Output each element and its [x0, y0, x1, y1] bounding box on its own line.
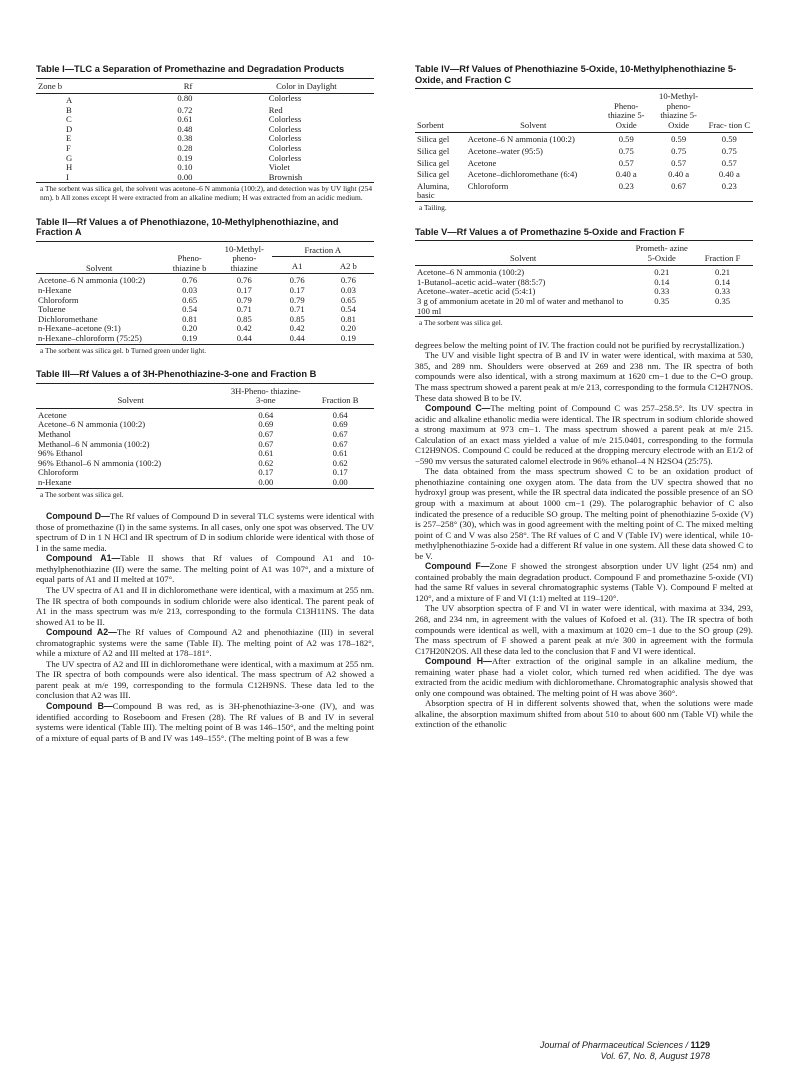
table-cell: 3 g of ammonium acetate in 20 ml of water and methanol to 100 ml [415, 297, 631, 317]
table-1-header-cell: Zone b [38, 80, 63, 91]
table-cell: 0.65 [182, 294, 198, 305]
left-body-paragraph [36, 511, 374, 553]
table-row [36, 106, 374, 116]
table-cell: 0.71 [236, 304, 252, 315]
table-cell: 0.85 [289, 313, 305, 324]
table-cell: 0.85 [236, 313, 252, 324]
paragraph-lead: Compound A1— [46, 553, 121, 564]
left-body-paragraph [36, 659, 374, 701]
table-cell: n-Hexane [36, 478, 225, 488]
table-cell: 0.67 [258, 438, 274, 449]
table-cell: 0.57 [618, 157, 634, 168]
table-cell: 0.59 [671, 134, 687, 145]
table-row [415, 266, 753, 278]
table-1-header-cell: Rf [183, 80, 193, 91]
table-1-footnote: a The sorbent was silica gel, the solvent was acetone–6 N ammonia (100:2), and detection was by UV light (254 nm). b All zones except H were extracted from an alkaline medium; H was extracted from an acidic medium. [40, 184, 373, 203]
table-cell: Acetone–6 N ammonia (100:2) [467, 134, 575, 145]
table-cell: Acetone–6 N ammonia (100:2) [38, 419, 146, 430]
table-4-header-cell: Sorbent [417, 119, 444, 130]
table-row [415, 145, 753, 157]
table-cell: 0.75 [721, 145, 737, 156]
table-cell: 0.19 [323, 334, 374, 344]
table-2-grid [36, 241, 374, 345]
right-body-paragraph [415, 340, 753, 351]
table-row [415, 157, 753, 169]
table-row [36, 296, 374, 306]
table-cell: 0.80 [177, 93, 193, 104]
table-cell: Acetone [467, 157, 497, 168]
table-row [36, 125, 374, 135]
paragraph-lead: Compound D— [46, 511, 110, 522]
page-footer [540, 1040, 710, 1061]
table-cell: Silica gel [417, 134, 450, 145]
table-3-header-cell: Fraction B [321, 395, 359, 406]
table-cell: 0.81 [182, 313, 198, 324]
table-cell: 0.20 [340, 323, 356, 334]
table-cell: 0.61 [258, 448, 274, 459]
table-4-caption: Table IV—Rf Values of Phenothiazine 5-Oxide, 10-Methylphenothiazine 5-Oxide, and Fraction C [415, 64, 737, 85]
table-cell: Acetone–6 N ammonia (100:2) [38, 275, 146, 286]
table-cell: D [66, 123, 73, 134]
table-cell: Toluene [38, 304, 66, 315]
table-cell: 0.64 [332, 409, 348, 420]
table-cell: Methanol [38, 429, 71, 440]
table-cell: Silica gel [417, 145, 450, 156]
table-cell: 96% Ethanol [38, 448, 83, 459]
table-5-header-row [415, 241, 753, 266]
table-cell: 0.76 [340, 275, 356, 286]
paragraph-lead: Compound H— [425, 656, 492, 667]
table-cell: Acetone [38, 409, 67, 420]
table-cell: 0.42 [236, 323, 252, 334]
table-cell: 0.71 [289, 304, 305, 315]
table-row [36, 286, 374, 296]
table-cell: 0.35 [692, 297, 753, 317]
table-cell: Chloroform [38, 294, 79, 305]
table-cell: 0.67 [652, 180, 706, 202]
table-cell: 0.57 [671, 157, 687, 168]
table-cell: 0.59 [618, 134, 634, 145]
table-cell: 0.35 [631, 297, 692, 317]
table-cell: n-Hexane–acetone (9:1) [38, 323, 121, 334]
table-4-grid [415, 88, 753, 202]
table-cell: 0.76 [289, 275, 305, 286]
table-cell: 0.40 a [718, 169, 740, 180]
paragraph-lead: Compound C— [425, 403, 491, 414]
table-cell: Silica gel [417, 157, 450, 168]
table-row [36, 173, 374, 183]
left-body-paragraph [36, 585, 374, 627]
table-cell: 0.20 [182, 323, 198, 334]
paragraph-text: The Rf values of Compound A2 and phenothiazine (III) in several chromatographic systems were the same (Table II). The melting point of A2 was 178–182°, while a mixture of A2 and III melted at 178–181°. [36, 627, 374, 659]
table-row [36, 468, 374, 478]
table-row [415, 297, 753, 317]
table-2-header-cell: Pheno- thiazine b [172, 253, 207, 273]
paragraph-text: Compound B was red, as is 3H-phenothiazine-3-one (IV), and was identified according to Roseboom and Fresen (28). The Rf values of B and IV in several systems were identical (Table III). The melting point of B was 146–150°, and the melting point of a mixture of equal parts of B and IV was 149–155°. (The melting point of B was a few [36, 701, 374, 743]
table-cell: 0.75 [671, 145, 687, 156]
table-row [36, 459, 374, 469]
table-cell: 0.38 [177, 133, 193, 144]
table-cell: 0.17 [236, 285, 252, 295]
table-cell: 0.10 [177, 162, 193, 173]
table-4-footnote: a Tailing. [419, 202, 447, 212]
table-cell: Colorless [268, 133, 302, 144]
table-cell: 0.17 [258, 467, 274, 478]
table-row [36, 94, 374, 106]
table-cell: 0.69 [332, 419, 348, 430]
table-cell: n-Hexane [38, 285, 72, 295]
table-3-header-cell: 3H-Pheno- thiazine- 3-one [230, 385, 301, 406]
table-cell: H [66, 162, 73, 173]
table-cell: Colorless [268, 152, 302, 163]
table-3-grid [36, 383, 374, 489]
table-5-grid [415, 240, 753, 317]
right-column [415, 64, 753, 730]
table-cell: 0.19 [177, 152, 193, 163]
table-cell: Methanol–6 N ammonia (100:2) [38, 438, 150, 449]
table-row [36, 154, 374, 164]
table-cell: 0.44 [217, 334, 272, 344]
table-cell: 0.03 [340, 285, 356, 295]
paragraph-text: The UV spectra of A2 and III in dichloromethane were identical, with a maximum at 255 nm. The IR spectra of both compounds were also identical. The mass spectrum of A2 showed a parent peak at m/e 199, corresponding to the formula C12H9NS. These data led to the conclusion that A2 was III. [36, 658, 374, 701]
journal-name: Journal of Pharmaceutical Sciences / [539, 1040, 691, 1050]
table-cell: Acetone–dichloromethane (6:4) [467, 169, 578, 180]
table-cell: 0.40 a [668, 169, 690, 180]
table-row [36, 274, 374, 286]
paragraph-lead: Compound B— [46, 701, 113, 712]
table-3-header-cell: Solvent [117, 395, 144, 406]
table-cell: G [66, 152, 73, 163]
table-4-header-cell: Pheno- thiazine 5-Oxide [607, 100, 645, 130]
table-5-header-cell: Prometh- azine 5-Oxide [635, 243, 688, 263]
table-cell: C [66, 114, 72, 125]
table-cell: 0.76 [182, 275, 198, 286]
right-body-paragraph [415, 403, 753, 466]
table-cell: 0.17 [289, 285, 305, 295]
paragraph-text: After extraction of the original sample in an alkaline medium, the remaining water phase had a violet color, which turned red when acidified. The dye was extracted from the acidic medium with dichloromethane. Chromatographic analysis showed that only one compound was obtained. The melting point of H was above 360°. [415, 656, 753, 698]
paragraph-text: Absorption spectra of H in different solvents showed that, when the solutions were made alkaline, the absorption maximum shifted from about 510 to about 600 nm (Table VI) while the extinction of the ethanolic [415, 698, 753, 730]
table-cell: 0.75 [618, 145, 634, 156]
table-2 [36, 217, 374, 356]
table-cell: 0.57 [721, 157, 737, 168]
right-body-paragraph [415, 656, 753, 698]
table-2-header-cell: Solvent [86, 262, 113, 273]
paragraph-text: The melting point of Compound C was 257–258.5°. Its UV spectra in acidic and alkaline ethanolic media were identical. The IR spectrum in sodium chloride showed a strong maximum at 973 cm−1. The mass spectrum showed a parent peak at m/e 215. Calculation of an exact mass yielded a value of m/e 215.0401, corresponding to the formula C12H9NOS. Compound C could be reduced at the dropping mercury electrode with an E1/2 of −590 mv versus the saturated calomel electrode in 96% ethanol–4 N H2SO4 (25:75). [415, 403, 753, 466]
table-3-caption: Table III—Rf Values a of 3H-Phenothiazine-3-one and Fraction B [36, 369, 317, 380]
table-cell: 0.14 [654, 276, 670, 287]
table-cell: Chloroform [466, 180, 601, 202]
table-cell: Acetone–water–acetic acid (5:4:1) [417, 286, 536, 297]
right-body-paragraph [415, 698, 753, 730]
table-5-header-cell: Fraction F [704, 252, 741, 263]
table-cell: 0.59 [721, 134, 737, 145]
table-cell: F [66, 143, 71, 154]
table-cell: 0.00 [137, 173, 238, 183]
table-row [36, 478, 374, 488]
table-cell: 0.67 [332, 438, 348, 449]
table-cell: 0.81 [340, 313, 356, 324]
table-cell: 0.00 [225, 478, 306, 488]
table-cell: 0.62 [258, 457, 274, 468]
table-cell: Alumina, basic [415, 180, 466, 202]
table-2-header-cell: A2 b [339, 260, 357, 271]
paragraph-text: Zone F showed the strongest absorption under UV light (254 nm) and contained probably the main degradation product. Compound F and promethazine 5-oxide (VI) had the same Rf values in several chromatographic systems (Table V). Compound F melted at 120°, and a mixture of F and VI (1:1) melted at 119–120°. [415, 561, 753, 603]
paragraph-text: degrees below the melting point of IV. The fraction could not be purified by recrystallization.) [415, 339, 745, 350]
table-row [36, 334, 374, 344]
right-body-text [415, 340, 753, 730]
table-cell: 0.69 [258, 419, 274, 430]
table-cell: 0.14 [715, 276, 731, 287]
table-cell: B [66, 104, 72, 115]
table-row [415, 168, 753, 180]
right-body-paragraph [415, 561, 753, 603]
paragraph-lead: Compound F— [425, 561, 490, 572]
table-3-header-row [36, 383, 374, 408]
paragraph-text: The UV spectra of A1 and II in dichloromethane were identical, with a maximum at 255 nm. The IR spectra of both compounds in sodium chloride were also identical. The parent peak of A1 in the mass spectrum was m/e 213, corresponding to the formula C13H11NS. The data showed A1 to be II. [36, 585, 374, 627]
table-cell: 0.67 [332, 429, 348, 440]
table-cell: 0.48 [177, 123, 193, 134]
table-5 [415, 227, 753, 328]
table-cell: Brownish [239, 173, 374, 183]
right-body-paragraph [415, 603, 753, 656]
table-cell: Colorless [268, 114, 302, 125]
table-1-grid [36, 78, 374, 184]
table-cell: I [36, 173, 137, 183]
paragraph-text: The data obtained from the mass spectrum showed C to be an oxidation product of phenothiazine containing one oxygen atom. The data from the UV spectra showed that no hydroxyl group was present, while the IR spectral data indicated the possible presence of an SO group with a maximum at about 1000 cm−1 (29). The polarographic behavior of C also indicated the presence of a reducible SO group. The melting point of phenothiazine 5-oxide (V) is 257–258° (30), which was in good agreement with the melting point of C. The mixed melting point of C and V was also 258°. The Rf values of C and V (Table IV) were identical, while 10-methylphenothiazine 5-oxide had a different Rf value in one system. All these data showed C to be V. [415, 466, 753, 561]
table-5-footnote: a The sorbent was silica gel. [419, 318, 503, 328]
table-cell: Dichloromethane [38, 313, 98, 324]
table-1-header-cell: Color in Daylight [276, 80, 337, 91]
paragraph-text: The UV and visible light spectra of B and IV in water were identical, with maxima at 530, 385, and 289 nm. Shoulders were observed at 269 and 238 nm. The IR spectra of both compounds were also identical, with a strong maximum at 1620 cm−1 due to the C=O group. The mass spectrum showed a parent peak at m/e 213, corresponding to the formula C12H7NOS. These data showed B to be IV. [415, 350, 753, 403]
table-cell: 0.54 [182, 304, 198, 315]
left-column [36, 64, 374, 743]
table-cell: 0.17 [332, 467, 348, 478]
table-1-header-row [36, 78, 374, 94]
table-cell: Silica gel [417, 169, 450, 180]
volume-info: Vol. 67, No. 8, August 1978 [600, 1050, 710, 1061]
table-cell: Colorless [268, 93, 302, 104]
table-row [36, 134, 374, 144]
right-body-paragraph [415, 350, 753, 403]
left-body-paragraph [36, 627, 374, 659]
table-cell: A [66, 95, 73, 106]
table-cell: 1-Butanol–acetic acid–water (88:5:7) [417, 276, 546, 287]
table-cell: 0.79 [289, 294, 305, 305]
table-row [36, 144, 374, 154]
paragraph-lead: Compound A2— [46, 627, 117, 638]
table-cell: 0.64 [258, 409, 274, 420]
table-cell: 0.65 [340, 294, 356, 305]
table-3 [36, 369, 374, 499]
left-body-paragraph [36, 701, 374, 743]
table-cell: 0.33 [654, 286, 670, 297]
table-cell: 0.00 [306, 478, 374, 488]
table-cell: 0.03 [182, 285, 198, 295]
table-2-header-row [36, 241, 374, 256]
table-cell: Acetone–water (95:5) [467, 145, 543, 156]
table-cell: 0.28 [177, 143, 193, 154]
table-cell: 0.21 [654, 267, 670, 278]
table-cell: 0.62 [332, 457, 348, 468]
table-cell: Colorless [268, 143, 302, 154]
right-body-paragraph [415, 466, 753, 561]
table-cell: Violet [268, 162, 290, 173]
left-body-text [36, 511, 374, 743]
table-4-header-cell: 10-Methyl- pheno- thiazine 5-Oxide [659, 91, 699, 130]
table-cell: 0.33 [715, 286, 731, 297]
table-cell: 0.23 [601, 180, 652, 202]
table-2-header-cell: 10-Methyl- pheno- thiazine [224, 243, 264, 273]
table-cell: Colorless [268, 123, 302, 134]
table-2-header-cell: A1 [291, 260, 303, 271]
table-row [36, 163, 374, 173]
page-number: 1129 [690, 1040, 710, 1050]
table-cell: E [66, 133, 72, 144]
table-cell: 0.72 [177, 104, 193, 115]
table-2-footnote: a The sorbent was silica gel. b Turned green under light. [40, 345, 207, 355]
table-cell: 0.44 [272, 334, 323, 344]
paragraph-text: Table II shows that Rf values of Compound A1 and 10-methylphenothiazine (II) were the same. The melting point of A1 was 107°, and a mixture of equal parts of A1 and II melted at 107°. [36, 553, 374, 585]
paragraph-text: The UV absorption spectra of F and VI in water were identical, with maxima at 334, 293, 268, and 234 nm, in agreement with the values of Kofoed et al. (31). The IR spectra of both compounds were identical as well, with a maximum at 1020 cm−1 due to the SO group (29). The mass spectrum of F showed a parent peak at m/e 300 in agreement with the formula C17H20N2OS. All these data led to the conclusion that F and VI were identical. [415, 603, 753, 656]
left-body-paragraph [36, 553, 374, 585]
table-cell: Acetone–6 N ammonia (100:2) [417, 267, 525, 278]
table-row [36, 115, 374, 125]
table-cell: Red [268, 104, 283, 115]
table-cell: 0.42 [289, 323, 305, 334]
table-cell: 0.21 [715, 267, 731, 278]
table-2-caption: Table II—Rf Values a of Phenothiazone, 10-Methylphenothiazine, and Fraction A [36, 216, 339, 238]
table-4-header-row [415, 89, 753, 133]
table-cell: 96% Ethanol–6 N ammonia (100:2) [38, 457, 162, 468]
table-cell: 0.40 a [615, 169, 637, 180]
table-row [36, 440, 374, 450]
paragraph-text: The Rf values of Compound D in several TLC systems were identical with those of promethazine (I) in the same systems. In all cases, only one spot was observed. The UV spectrum of D in 1 N HCl and IR spectrum of D in sodium chloride were identical with those of I in the same media. [36, 511, 374, 553]
table-1-caption: Table I—TLC a Separation of Promethazine and Degradation Products [36, 64, 345, 74]
table-cell: 0.79 [236, 294, 252, 305]
table-2-header-cell: Fraction A [272, 241, 374, 256]
table-cell: 0.67 [258, 429, 274, 440]
table-row [415, 133, 753, 145]
table-4-header-cell: Solvent [520, 119, 547, 130]
table-row [36, 420, 374, 430]
table-1 [36, 64, 374, 203]
table-row [415, 180, 753, 202]
table-cell: 0.19 [162, 334, 217, 344]
table-cell: 0.76 [236, 275, 252, 286]
table-cell: 0.61 [332, 448, 348, 459]
table-cell: n-Hexane–chloroform (75:25) [36, 334, 162, 344]
table-5-header-cell: Solvent [510, 252, 537, 263]
table-cell: Chloroform [38, 467, 79, 478]
table-cell: 0.54 [340, 304, 356, 315]
table-cell: 0.61 [177, 114, 193, 125]
table-3-footnote: a The sorbent was silica gel. [40, 489, 124, 499]
table-4-header-cell: Frac- tion C [708, 119, 751, 130]
table-cell: 0.23 [706, 180, 753, 202]
table-5-caption: Table V—Rf Values a of Promethazine 5-Oxide and Fraction F [415, 226, 685, 237]
table-4 [415, 64, 753, 213]
